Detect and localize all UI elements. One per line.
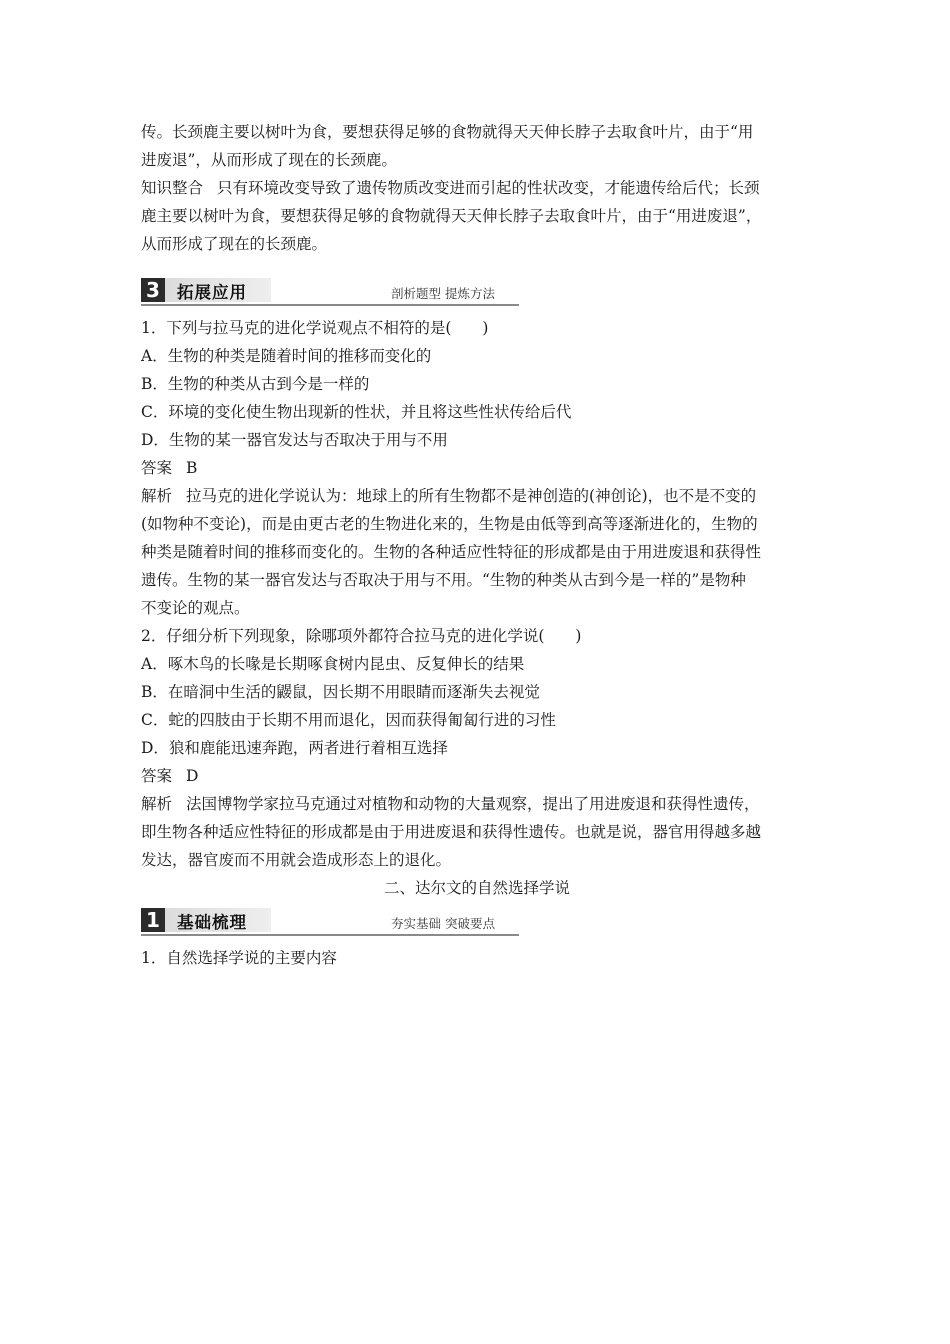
answer-label: 答案 [141, 459, 173, 477]
question-option: D．生物的某一器官发达与否取决于用与不用 [141, 431, 448, 449]
list-item: 1．自然选择学说的主要内容 [141, 949, 337, 967]
section-title: 拓展应用 [177, 283, 247, 302]
answer-label: 答案 [141, 767, 173, 785]
knowledge-line: 从而形成了现在的长颈鹿。 [141, 235, 328, 253]
section-subtitle: 剖析题型 提炼方法 [391, 286, 495, 301]
analysis-line: 不变论的观点。 [141, 599, 250, 617]
question-option: D．狼和鹿能迅速奔跑，两者进行着相互选择 [141, 739, 448, 757]
analysis-line: (如物种不变论)，而是由更古老的生物进化来的，生物是由低等到高等逐渐进化的，生物的 [141, 515, 758, 533]
analysis-line: 即生物各种适应性特征的形成都是由于用进废退和获得性遗传。也就是说，器官用得越多越 [141, 823, 762, 841]
section-subtitle: 夯实基础 突破要点 [391, 916, 495, 931]
paragraph-line: 传。长颈鹿主要以树叶为食，要想获得足够的食物就得天天伸长脖子去取食叶片，由于“用 [141, 123, 754, 141]
answer-value: D [186, 767, 199, 785]
section-title: 基础梳理 [177, 913, 247, 932]
section-number-badge: 3 [141, 278, 165, 302]
question-option: B．在暗洞中生活的鼹鼠，因长期不用眼睛而逐渐失去视觉 [141, 683, 540, 701]
analysis-text: 法国博物学家拉马克通过对植物和动物的大量观察，提出了用进废退和获得性遗传， [186, 795, 760, 813]
question-option: A．生物的种类是随着时间的推移而变化的 [141, 347, 432, 365]
analysis-line [141, 482, 813, 510]
analysis-text: 拉马克的进化学说认为：地球上的所有生物都不是神创造的(神创论)，也不是不变的 [186, 487, 757, 505]
analysis-line: 遗传。生物的某一器官发达与否取决于用与不用。“生物的种类从古到今是一样的”是物种 [141, 571, 746, 589]
part-title: 二、达尔文的自然选择学说 [383, 879, 570, 897]
question-option: C．环境的变化使生物出现新的性状，并且将这些性状传给后代 [141, 403, 572, 421]
section-header-extension [141, 276, 813, 306]
section-header-basics [141, 906, 813, 936]
analysis-label: 解析 [141, 487, 173, 505]
analysis-line [141, 790, 813, 818]
knowledge-text: 只有环境改变导致了遗传物质改变进而引起的性状改变，才能遗传给后代；长颈 [217, 179, 760, 197]
analysis-label: 解析 [141, 795, 173, 813]
answer-line [141, 762, 813, 790]
section-divider [141, 304, 519, 306]
knowledge-line [141, 174, 813, 202]
question-option: B．生物的种类从古到今是一样的 [141, 375, 370, 393]
section-divider [141, 934, 519, 936]
answer-value: B [186, 459, 198, 477]
question-stem: 1．下列与拉马克的进化学说观点不相符的是( ) [141, 319, 489, 337]
question-stem: 2．仔细分析下列现象，除哪项外都符合拉马克的进化学说( ) [141, 627, 582, 645]
paragraph-line: 进废退”，从而形成了现在的长颈鹿。 [141, 151, 397, 169]
answer-line [141, 454, 813, 482]
knowledge-label: 知识整合 [141, 179, 204, 197]
analysis-line: 种类是随着时间的推移而变化的。生物的各种适应性特征的形成都是由于用进废退和获得性 [141, 543, 762, 561]
knowledge-line: 鹿主要以树叶为食，要想获得足够的食物就得天天伸长脖子去取食叶片，由于“用进废退”， [141, 207, 762, 225]
document-page [141, 118, 813, 972]
section-number-badge: 1 [141, 908, 165, 932]
question-option: C．蛇的四肢由于长期不用而退化，因而获得匍匐行进的习性 [141, 711, 556, 729]
question-option: A．啄木鸟的长喙是长期啄食树内昆虫、反复伸长的结果 [141, 655, 525, 673]
analysis-line: 发达，器官废而不用就会造成形态上的退化。 [141, 851, 452, 869]
